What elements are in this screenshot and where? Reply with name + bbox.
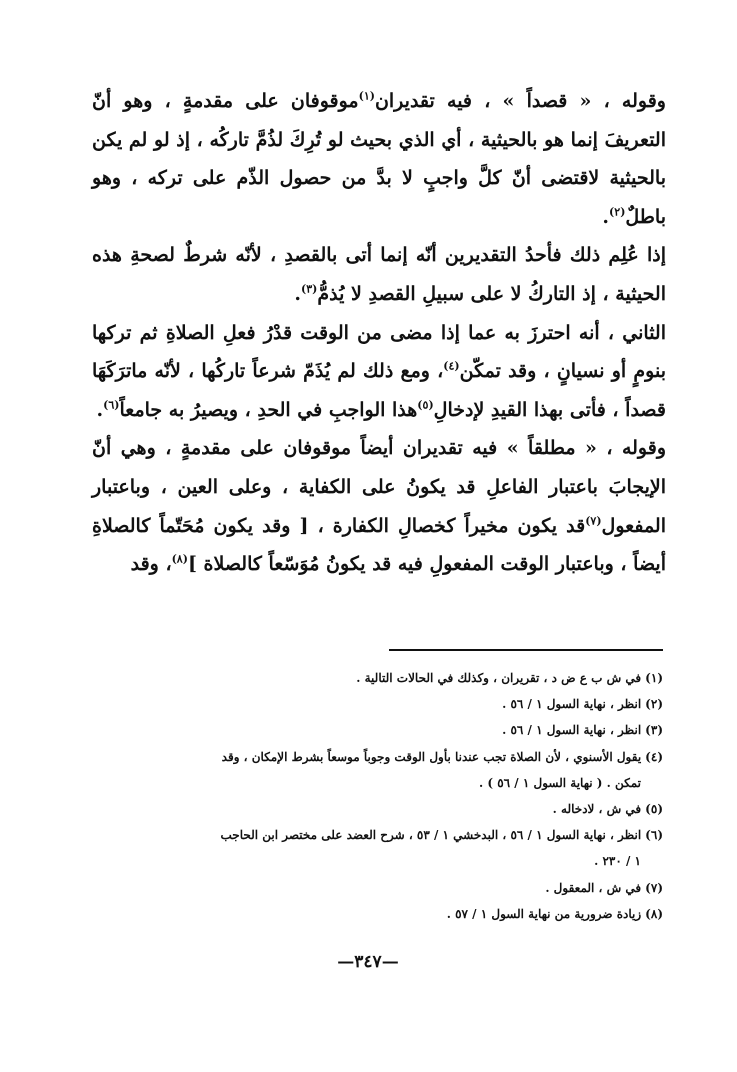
footnote-7: (٧)في ش ، المعقول . bbox=[545, 880, 663, 895]
footnotes bbox=[100, 665, 663, 927]
paragraph-1: وقوله ، « قصداً » ، فيه تقديران$^{(١)}$موقوفان على مقدمةٍ ، وهو أنّ التعريفَ إنما هو بالحيثية ، أي الذي بحيث لو تُرِكَ لذُمَّ تاركُه ، إذ لو لم يكن بالحيثية لاقتضى أنّ كلَّ واجبٍ لا بدَّ من حصول الذّم على تركه ، وهو باطلٌ$^{(٢)}$. bbox=[92, 89, 666, 228]
footnote-separator bbox=[389, 649, 663, 651]
footnote-ref-4: (٤) bbox=[443, 359, 460, 373]
footnote-ref-2: (٢) bbox=[609, 205, 626, 219]
footnote-ref-1: (١) bbox=[358, 89, 375, 103]
main-text bbox=[92, 82, 666, 584]
footnote-3: (٣)انظر ، نهاية السول ١ / ٥٦ . bbox=[502, 723, 663, 738]
footnote-8: (٨)زيادة ضرورية من نهاية السول ١ / ٥٧ . bbox=[446, 906, 663, 921]
footnote-ref-7: (٧) bbox=[585, 514, 602, 528]
paragraph-2: إذا عُلِم ذلك فأحدُ التقديرين أنّه إنما أتى بالقصدِ ، لأنّه شرطٌ لصحةِ هذه الحيثية ، إذ التاركُ لا على سبيلِ القصدِ لا يُذمُّ$^{(٣)}$. bbox=[92, 244, 666, 305]
footnote-1: (١)في ش ب ع ض د ، تقريران ، وكذلك في الحالات التالية . bbox=[356, 671, 663, 685]
paragraph-3: الثاني ، أنه احترزَ به عما إذا مضى من الوقت قدْرُ فعلِ الصلاةِ ثم تركها بنومٍ أو نسيانٍ ، وقد تمكّن$^{(٤)}$، ومع ذلك لم يُذَمّ شرعاً تاركُها ، لأنّه ماترَكَهَا قصداً ، فأتى بهذا القيدِ لإدخالِ$^{(٥)}$هذا الواجبِ في الحدِ ، ويصيرُ به جامعاً$^{(٦)}$. bbox=[92, 321, 667, 421]
footnote-ref-5: (٥) bbox=[417, 398, 434, 412]
footnote-4: (٤)يقول الأسنوي ، لأن الصلاة تجب عندنا بأول الوقت وجوباً موسعاً بشرط الإمكان ، وقد تمكن . ( نهاية السول ١ / ٥٦ ) . bbox=[221, 749, 663, 790]
footnote-ref-8: (٨) bbox=[171, 552, 188, 566]
footnote-6: (٦)انظر ، نهاية السول ١ / ٥٦ ، البدخشي ١ / ٥٣ ، شرح العضد على مختصر ابن الحاجب ١ / ٢٣٠ . bbox=[220, 828, 663, 869]
footnote-2: (٢)انظر ، نهاية السول ١ / ٥٦ . bbox=[502, 697, 663, 712]
paragraph-4: وقوله ، « مطلقاً » فيه تقديران أيضاً موقوفان على مقدمةٍ ، وهي أنّ الإيجابَ باعتبار الفاعلِ قد يكونُ على الكفاية ، وعلى العين ، وباعتبار المفعول$^{(٧)}$قد يكون مخيراً كخصالِ الكفارة ، [ وقد يكون مُحَتّماً كالصلاةِ أيضاً ، وباعتبار الوقت المفعولِ فيه قد يكونُ مُوَسّعاً كالصلاة ]$^{(٨)}$، وقد bbox=[92, 437, 666, 576]
footnote-ref-3: (٣) bbox=[301, 282, 318, 296]
footnote-ref-6: (٦) bbox=[103, 398, 120, 412]
page-number: —٣٤٧— bbox=[337, 952, 399, 972]
footnote-5: (٥)في ش ، لادخاله . bbox=[552, 802, 663, 817]
